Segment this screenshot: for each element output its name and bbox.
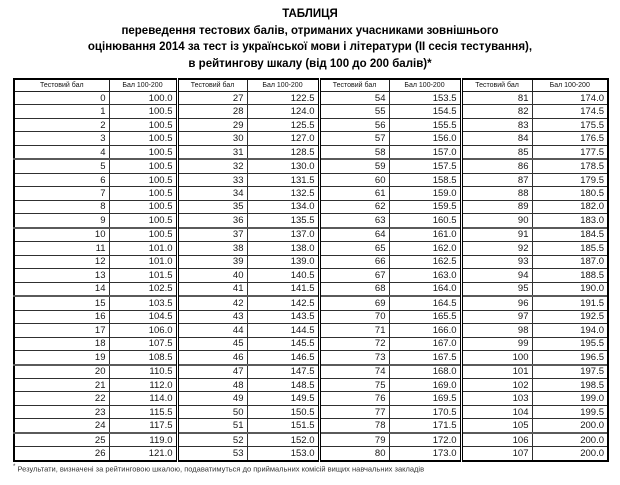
cell-test-score: 73	[319, 350, 389, 364]
cell-test-score: 92	[461, 242, 532, 255]
footnote-text: Результати, визначені за рейтинговою шкалою, подаватимуться до приймальних комісій вищих навчальних закладів	[17, 464, 425, 474]
cell-rating-score: 167.0	[389, 337, 461, 350]
cell-test-score: 96	[461, 296, 532, 310]
cell-rating-score: 124.0	[247, 105, 319, 118]
cell-test-score: 5	[14, 159, 109, 173]
cell-test-score: 8	[14, 200, 109, 213]
cell-rating-score: 166.0	[389, 324, 461, 337]
cell-rating-score: 168.0	[389, 365, 461, 379]
cell-rating-score: 196.5	[532, 350, 608, 364]
cell-rating-score: 183.0	[532, 214, 608, 228]
cell-test-score: 60	[319, 173, 389, 186]
table-row	[14, 105, 608, 118]
cell-test-score: 25	[14, 433, 109, 447]
cell-test-score: 104	[461, 405, 532, 418]
cell-rating-score: 149.5	[247, 392, 319, 405]
cell-test-score: 75	[319, 379, 389, 392]
cell-rating-score: 100.5	[109, 173, 177, 186]
cell-test-score: 68	[319, 282, 389, 296]
table-row	[14, 255, 608, 268]
cell-test-score: 72	[319, 337, 389, 350]
cell-test-score: 42	[177, 296, 247, 310]
cell-rating-score: 106.0	[109, 324, 177, 337]
cell-rating-score: 161.0	[389, 228, 461, 242]
cell-test-score: 100	[461, 350, 532, 364]
title-line-3: оцінювання 2014 за тест із української мови і літератури (ІІ сесія тестування),	[87, 41, 533, 53]
cell-rating-score: 182.0	[532, 200, 608, 213]
cell-rating-score: 146.5	[247, 350, 319, 364]
cell-rating-score: 177.5	[532, 145, 608, 159]
cell-rating-score: 143.5	[247, 310, 319, 323]
cell-rating-score: 162.0	[389, 242, 461, 255]
cell-test-score: 49	[177, 392, 247, 405]
cell-test-score: 46	[177, 350, 247, 364]
cell-rating-score: 167.5	[389, 350, 461, 364]
cell-rating-score: 199.0	[532, 392, 608, 405]
cell-test-score: 26	[14, 447, 109, 461]
cell-test-score: 36	[177, 214, 247, 228]
table-row	[14, 282, 608, 296]
cell-rating-score: 128.5	[247, 145, 319, 159]
cell-rating-score: 125.5	[247, 118, 319, 131]
cell-rating-score: 171.5	[389, 419, 461, 433]
cell-rating-score: 100.5	[109, 105, 177, 118]
cell-test-score: 106	[461, 433, 532, 447]
cell-test-score: 94	[461, 269, 532, 282]
table-row	[14, 159, 608, 173]
cell-rating-score: 159.0	[389, 187, 461, 200]
cell-rating-score: 200.0	[532, 433, 608, 447]
cell-test-score: 21	[14, 379, 109, 392]
cell-test-score: 3	[14, 132, 109, 145]
cell-test-score: 86	[461, 159, 532, 173]
cell-rating-score: 153.5	[389, 92, 461, 105]
cell-rating-score: 103.5	[109, 296, 177, 310]
cell-test-score: 85	[461, 145, 532, 159]
cell-rating-score: 142.5	[247, 296, 319, 310]
cell-test-score: 78	[319, 419, 389, 433]
cell-rating-score: 147.5	[247, 365, 319, 379]
cell-rating-score: 121.0	[109, 447, 177, 461]
cell-test-score: 102	[461, 379, 532, 392]
cell-rating-score: 174.0	[532, 92, 608, 105]
cell-rating-score: 100.5	[109, 228, 177, 242]
cell-test-score: 50	[177, 405, 247, 418]
cell-rating-score: 154.5	[389, 105, 461, 118]
cell-test-score: 95	[461, 282, 532, 296]
cell-test-score: 76	[319, 392, 389, 405]
cell-test-score: 58	[319, 145, 389, 159]
score-conversion-table	[13, 78, 609, 462]
cell-rating-score: 165.5	[389, 310, 461, 323]
cell-test-score: 43	[177, 310, 247, 323]
column-header-rating-score: Бал 100-200	[389, 79, 461, 92]
cell-test-score: 28	[177, 105, 247, 118]
cell-rating-score: 190.0	[532, 282, 608, 296]
table-row	[14, 118, 608, 131]
cell-rating-score: 100.5	[109, 214, 177, 228]
table-row	[14, 324, 608, 337]
cell-rating-score: 127.0	[247, 132, 319, 145]
cell-test-score: 90	[461, 214, 532, 228]
cell-test-score: 2	[14, 118, 109, 131]
cell-rating-score: 199.5	[532, 405, 608, 418]
table-row	[14, 433, 608, 447]
cell-test-score: 14	[14, 282, 109, 296]
cell-rating-score: 170.5	[389, 405, 461, 418]
cell-test-score: 101	[461, 365, 532, 379]
cell-test-score: 61	[319, 187, 389, 200]
cell-rating-score: 100.0	[109, 92, 177, 105]
cell-rating-score: 169.5	[389, 392, 461, 405]
cell-test-score: 32	[177, 159, 247, 173]
cell-test-score: 6	[14, 173, 109, 186]
table-row	[14, 228, 608, 242]
cell-test-score: 22	[14, 392, 109, 405]
cell-test-score: 11	[14, 242, 109, 255]
table-row	[14, 392, 608, 405]
cell-test-score: 88	[461, 187, 532, 200]
cell-test-score: 107	[461, 447, 532, 461]
cell-rating-score: 114.0	[109, 392, 177, 405]
cell-test-score: 38	[177, 242, 247, 255]
cell-rating-score: 191.5	[532, 296, 608, 310]
cell-test-score: 13	[14, 269, 109, 282]
cell-test-score: 56	[319, 118, 389, 131]
cell-test-score: 79	[319, 433, 389, 447]
table-row	[14, 365, 608, 379]
cell-test-score: 105	[461, 419, 532, 433]
cell-rating-score: 158.5	[389, 173, 461, 186]
cell-test-score: 1	[14, 105, 109, 118]
cell-test-score: 89	[461, 200, 532, 213]
cell-rating-score: 144.5	[247, 324, 319, 337]
cell-test-score: 77	[319, 405, 389, 418]
cell-rating-score: 198.5	[532, 379, 608, 392]
table-row	[14, 310, 608, 323]
table-row	[14, 419, 608, 433]
cell-test-score: 80	[319, 447, 389, 461]
cell-test-score: 20	[14, 365, 109, 379]
cell-test-score: 65	[319, 242, 389, 255]
cell-rating-score: 100.5	[109, 159, 177, 173]
cell-rating-score: 173.0	[389, 447, 461, 461]
cell-test-score: 24	[14, 419, 109, 433]
cell-rating-score: 150.5	[247, 405, 319, 418]
table-row	[14, 132, 608, 145]
cell-rating-score: 102.5	[109, 282, 177, 296]
cell-test-score: 67	[319, 269, 389, 282]
cell-rating-score: 174.5	[532, 105, 608, 118]
table-row	[14, 296, 608, 310]
cell-rating-score: 100.5	[109, 145, 177, 159]
cell-rating-score: 169.0	[389, 379, 461, 392]
cell-test-score: 64	[319, 228, 389, 242]
cell-rating-score: 131.5	[247, 173, 319, 186]
column-header-test-score: Тестовий бал	[177, 79, 247, 92]
cell-rating-score: 107.5	[109, 337, 177, 350]
cell-test-score: 91	[461, 228, 532, 242]
cell-rating-score: 140.5	[247, 269, 319, 282]
table-row	[14, 92, 608, 105]
cell-test-score: 93	[461, 255, 532, 268]
column-header-rating-score: Бал 100-200	[109, 79, 177, 92]
cell-test-score: 4	[14, 145, 109, 159]
cell-rating-score: 152.0	[247, 433, 319, 447]
cell-rating-score: 172.0	[389, 433, 461, 447]
cell-rating-score: 187.0	[532, 255, 608, 268]
cell-rating-score: 100.5	[109, 118, 177, 131]
table-row	[14, 214, 608, 228]
cell-rating-score: 163.0	[389, 269, 461, 282]
cell-rating-score: 164.0	[389, 282, 461, 296]
cell-test-score: 99	[461, 337, 532, 350]
cell-test-score: 23	[14, 405, 109, 418]
cell-rating-score: 135.5	[247, 214, 319, 228]
cell-rating-score: 160.5	[389, 214, 461, 228]
cell-rating-score: 194.0	[532, 324, 608, 337]
cell-rating-score: 145.5	[247, 337, 319, 350]
table-row	[14, 350, 608, 364]
cell-rating-score: 197.5	[532, 365, 608, 379]
cell-test-score: 0	[14, 92, 109, 105]
cell-test-score: 37	[177, 228, 247, 242]
cell-rating-score: 100.5	[109, 187, 177, 200]
cell-rating-score: 137.0	[247, 228, 319, 242]
cell-rating-score: 185.5	[532, 242, 608, 255]
title-line-4: в рейтингову шкалу (від 100 до 200 балів)*	[188, 57, 432, 70]
table-row	[14, 242, 608, 255]
cell-rating-score: 162.5	[389, 255, 461, 268]
conversion-table-body	[14, 92, 608, 462]
cell-rating-score: 200.0	[532, 447, 608, 461]
cell-rating-score: 175.5	[532, 118, 608, 131]
cell-test-score: 35	[177, 200, 247, 213]
title-line-2: переведення тестових балів, отриманих учасниками зовнішнього	[121, 24, 499, 37]
cell-test-score: 9	[14, 214, 109, 228]
cell-rating-score: 148.5	[247, 379, 319, 392]
cell-test-score: 17	[14, 324, 109, 337]
column-header-test-score: Тестовий бал	[14, 79, 109, 92]
cell-rating-score: 151.5	[247, 419, 319, 433]
column-header-test-score: Тестовий бал	[319, 79, 389, 92]
cell-rating-score: 155.5	[389, 118, 461, 131]
cell-rating-score: 100.5	[109, 132, 177, 145]
cell-rating-score: 192.5	[532, 310, 608, 323]
table-row	[14, 337, 608, 350]
cell-test-score: 66	[319, 255, 389, 268]
column-header-test-score: Тестовий бал	[461, 79, 532, 92]
footnote	[13, 464, 613, 474]
cell-rating-score: 157.0	[389, 145, 461, 159]
cell-test-score: 19	[14, 350, 109, 364]
cell-test-score: 69	[319, 296, 389, 310]
cell-rating-score: 101.0	[109, 255, 177, 268]
cell-test-score: 34	[177, 187, 247, 200]
cell-test-score: 52	[177, 433, 247, 447]
cell-rating-score: 104.5	[109, 310, 177, 323]
cell-rating-score: 101.0	[109, 242, 177, 255]
cell-rating-score: 132.5	[247, 187, 319, 200]
cell-test-score: 47	[177, 365, 247, 379]
cell-test-score: 41	[177, 282, 247, 296]
cell-rating-score: 195.5	[532, 337, 608, 350]
table-row	[14, 145, 608, 159]
cell-rating-score: 164.5	[389, 296, 461, 310]
cell-test-score: 12	[14, 255, 109, 268]
cell-test-score: 57	[319, 132, 389, 145]
table-row	[14, 447, 608, 461]
cell-test-score: 98	[461, 324, 532, 337]
footnote-marker: *	[13, 464, 16, 470]
cell-rating-score: 117.5	[109, 419, 177, 433]
cell-rating-score: 112.0	[109, 379, 177, 392]
cell-test-score: 55	[319, 105, 389, 118]
cell-test-score: 70	[319, 310, 389, 323]
cell-rating-score: 100.5	[109, 200, 177, 213]
cell-rating-score: 134.0	[247, 200, 319, 213]
table-row	[14, 200, 608, 213]
cell-test-score: 63	[319, 214, 389, 228]
cell-test-score: 40	[177, 269, 247, 282]
cell-rating-score: 159.5	[389, 200, 461, 213]
cell-test-score: 27	[177, 92, 247, 105]
cell-rating-score: 119.0	[109, 433, 177, 447]
cell-test-score: 103	[461, 392, 532, 405]
cell-test-score: 10	[14, 228, 109, 242]
cell-test-score: 51	[177, 419, 247, 433]
cell-test-score: 62	[319, 200, 389, 213]
cell-test-score: 87	[461, 173, 532, 186]
cell-rating-score: 108.5	[109, 350, 177, 364]
cell-test-score: 48	[177, 379, 247, 392]
column-header-rating-score: Бал 100-200	[247, 79, 319, 92]
cell-test-score: 31	[177, 145, 247, 159]
cell-test-score: 54	[319, 92, 389, 105]
cell-test-score: 30	[177, 132, 247, 145]
cell-test-score: 44	[177, 324, 247, 337]
cell-rating-score: 110.5	[109, 365, 177, 379]
cell-test-score: 84	[461, 132, 532, 145]
table-row	[14, 187, 608, 200]
title-line-1: ТАБЛИЦЯ	[282, 8, 338, 20]
document-title	[0, 6, 620, 72]
cell-rating-score: 141.5	[247, 282, 319, 296]
cell-rating-score: 139.0	[247, 255, 319, 268]
table-row	[14, 379, 608, 392]
cell-rating-score: 153.0	[247, 447, 319, 461]
table-header-row	[14, 79, 608, 92]
cell-rating-score: 176.5	[532, 132, 608, 145]
cell-test-score: 82	[461, 105, 532, 118]
cell-rating-score: 101.5	[109, 269, 177, 282]
cell-test-score: 81	[461, 92, 532, 105]
cell-test-score: 7	[14, 187, 109, 200]
cell-rating-score: 178.5	[532, 159, 608, 173]
cell-test-score: 18	[14, 337, 109, 350]
cell-rating-score: 157.5	[389, 159, 461, 173]
cell-test-score: 53	[177, 447, 247, 461]
column-header-rating-score: Бал 100-200	[532, 79, 608, 92]
table-row	[14, 269, 608, 282]
cell-rating-score: 156.0	[389, 132, 461, 145]
table-row	[14, 173, 608, 186]
cell-test-score: 83	[461, 118, 532, 131]
cell-test-score: 97	[461, 310, 532, 323]
cell-rating-score: 138.0	[247, 242, 319, 255]
cell-test-score: 74	[319, 365, 389, 379]
cell-rating-score: 184.5	[532, 228, 608, 242]
cell-rating-score: 180.5	[532, 187, 608, 200]
cell-test-score: 45	[177, 337, 247, 350]
cell-rating-score: 122.5	[247, 92, 319, 105]
cell-test-score: 39	[177, 255, 247, 268]
cell-test-score: 15	[14, 296, 109, 310]
cell-test-score: 33	[177, 173, 247, 186]
cell-rating-score: 188.5	[532, 269, 608, 282]
cell-test-score: 59	[319, 159, 389, 173]
cell-test-score: 71	[319, 324, 389, 337]
cell-rating-score: 130.0	[247, 159, 319, 173]
cell-rating-score: 200.0	[532, 419, 608, 433]
cell-test-score: 29	[177, 118, 247, 131]
cell-test-score: 16	[14, 310, 109, 323]
cell-rating-score: 179.5	[532, 173, 608, 186]
table-row	[14, 405, 608, 418]
cell-rating-score: 115.5	[109, 405, 177, 418]
